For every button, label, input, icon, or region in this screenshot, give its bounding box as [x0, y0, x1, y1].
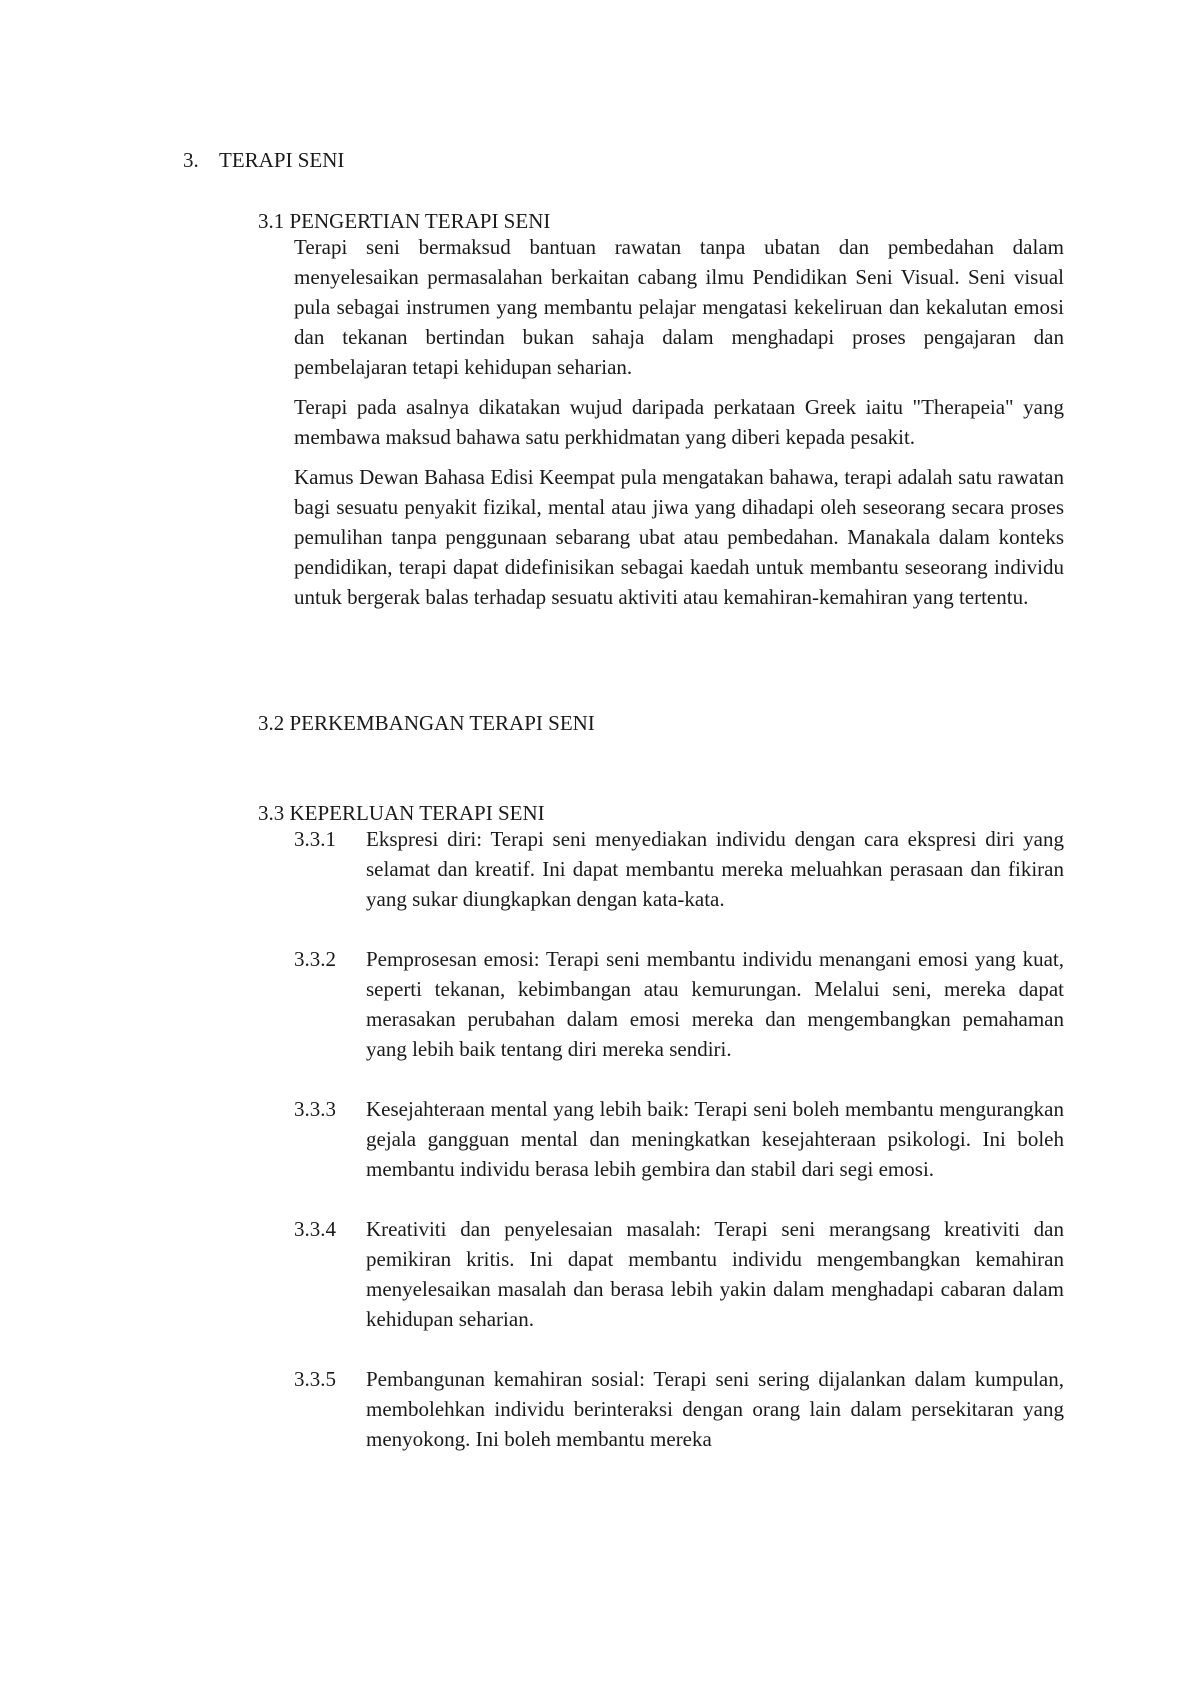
- subsection-heading-3-1: 3.1 PENGERTIAN TERAPI SENI: [258, 209, 551, 233]
- numbered-list: [294, 824, 1064, 1484]
- list-item: [294, 824, 1064, 914]
- list-item: [294, 1214, 1064, 1334]
- paragraph: Terapi seni bermaksud bantuan rawatan tanpa ubatan dan pembedahan dalam menyelesaikan permasalahan berkaitan cabang ilmu Pendidikan Seni Visual. Seni visual pula sebagai instrumen yang membantu pelajar mengatasi kekeliruan dan kekalutan emosi dan tekanan bertindan bukan sahaja dalam menghadapi proses pengajaran dan pembelajaran tetapi kehidupan seharian.: [294, 235, 1064, 379]
- section-number: 3.: [183, 148, 199, 172]
- list-item-text: Kesejahteraan mental yang lebih baik: Terapi seni boleh membantu mengurangkan gejala gangguan mental dan meningkatkan kesejahteraan psikologi. Ini boleh membantu individu berasa lebih gembira dan stabil dari segi emosi.: [366, 1097, 1064, 1181]
- list-item: [294, 1094, 1064, 1184]
- list-item-number: 3.3.4: [294, 1217, 336, 1241]
- list-item-number: 3.3.1: [294, 827, 336, 851]
- list-item: [294, 1364, 1064, 1454]
- list-item-text: Pemprosesan emosi: Terapi seni membantu individu menangani emosi yang kuat, seperti tekanan, kebimbangan atau kemurungan. Melalui seni, mereka dapat merasakan perubahan dalam emosi mereka dan mengembangkan pemahaman yang lebih baik tentang diri mereka sendiri.: [366, 947, 1064, 1061]
- list-item: [294, 944, 1064, 1064]
- section-heading: [183, 148, 344, 172]
- paragraph: Kamus Dewan Bahasa Edisi Keempat pula mengatakan bahawa, terapi adalah satu rawatan bagi sesuatu penyakit fizikal, mental atau jiwa yang dihadapi oleh seseorang secara proses pemulihan tanpa penggunaan sebarang ubat atau pembedahan. Manakala dalam konteks pendidikan, terapi dapat didefinisikan sebagai kaedah untuk membantu seseorang individu untuk bergerak balas terhadap sesuatu aktiviti atau kemahiran-kemahiran yang tertentu.: [294, 465, 1064, 609]
- subsection-heading-3-3: 3.3 KEPERLUAN TERAPI SENI: [258, 801, 545, 825]
- paragraph: Terapi pada asalnya dikatakan wujud daripada perkataan Greek iaitu "Therapeia" yang membawa maksud bahawa satu perkhidmatan yang diberi kepada pesakit.: [294, 395, 1064, 449]
- list-item-text: Ekspresi diri: Terapi seni menyediakan individu dengan cara ekspresi diri yang selamat dan kreatif. Ini dapat membantu mereka meluahkan perasaan dan fikiran yang sukar diungkapkan dengan kata-kata.: [366, 827, 1064, 911]
- list-item-number: 3.3.2: [294, 947, 336, 971]
- subsection-body-3-1: [294, 232, 1064, 622]
- list-item-text: Pembangunan kemahiran sosial: Terapi seni sering dijalankan dalam kumpulan, membolehkan individu berinteraksi dengan orang lain dalam persekitaran yang menyokong. Ini boleh membantu mereka: [366, 1367, 1064, 1451]
- list-item-number: 3.3.5: [294, 1367, 336, 1391]
- section-title: TERAPI SENI: [219, 148, 345, 172]
- list-item-text: Kreativiti dan penyelesaian masalah: Terapi seni merangsang kreativiti dan pemikiran kritis. Ini dapat membantu individu mengembangkan kemahiran menyelesaikan masalah dan berasa lebih yakin dalam menghadapi cabaran dalam kehidupan seharian.: [366, 1217, 1064, 1331]
- subsection-heading-3-2: 3.2 PERKEMBANGAN TERAPI SENI: [258, 711, 595, 735]
- list-item-number: 3.3.3: [294, 1097, 336, 1121]
